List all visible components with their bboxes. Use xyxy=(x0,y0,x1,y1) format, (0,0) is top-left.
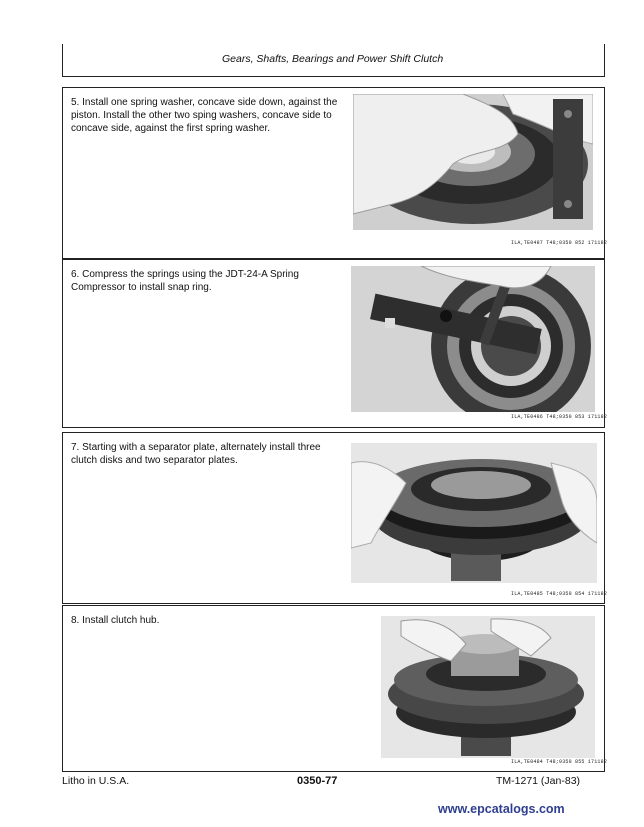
page-title: Gears, Shafts, Bearings and Power Shift Clutch xyxy=(222,53,444,65)
step-text-5: 5. Install one spring washer, concave side down, against the piston. Install the other two sping washers, concave side to concave side, against the first spring washer. xyxy=(71,97,338,134)
spring-compressor-photo xyxy=(351,266,595,412)
step-panel-6 xyxy=(62,259,608,428)
step-panel-5 xyxy=(62,87,608,259)
figure-caption-5: ILA,TE0487 T48;0350 852 171182 xyxy=(511,240,608,246)
step-text-6: 6. Compress the springs using the JDT-24-A Spring Compressor to install snap ring. xyxy=(71,269,299,293)
clutch-hub-install-photo xyxy=(381,616,595,758)
footer-document-id: TM-1271 (Jan-83) xyxy=(496,775,581,787)
figure-caption-8: ILA,TE0484 T48;0350 855 171182 xyxy=(511,759,608,765)
footer-litho: Litho in U.S.A. xyxy=(62,775,130,787)
page-number: 0350-77 xyxy=(297,775,338,787)
watermark-link[interactable]: www.epcatalogs.com xyxy=(438,802,565,816)
step-panel-7 xyxy=(62,432,608,604)
step-text-8: 8. Install clutch hub. xyxy=(71,615,160,626)
figure-caption-7: ILA,TE0485 T48;0350 854 171182 xyxy=(511,591,608,597)
figure-caption-6: ILA,TE0486 T48;0350 853 171182 xyxy=(511,414,608,420)
clutch-disk-install-photo xyxy=(351,443,597,583)
step-text-7: 7. Starting with a separator plate, alternately install three clutch disks and two separator plates. xyxy=(71,442,321,466)
hand-placing-spring-washer-photo xyxy=(353,94,593,230)
step-panel-8 xyxy=(62,605,608,772)
